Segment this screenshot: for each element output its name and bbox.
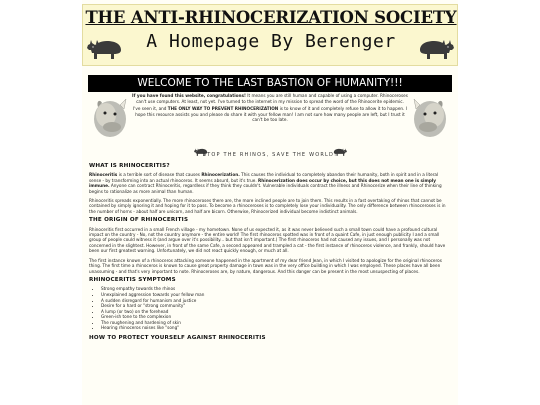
what-text-2: This causes the individual to completely abandon their humanity, both in spirit and in a literal sense - by transforming into an actual rhinoceros. It seems absurd, but it's true. [89, 172, 439, 183]
list-item: • A lump (or two) on the forehead [101, 309, 451, 315]
intro-section [88, 93, 452, 137]
section-title-origin: THE ORIGIN OF RHINOCERITIS [89, 217, 189, 224]
site-header [82, 4, 458, 66]
rhino-head-left-icon [90, 97, 130, 139]
list-item: • A sudden disregard for humanism and justice [101, 298, 451, 304]
intro-p2: is to know of it and completely refuse to allow it to happen. I hope this resource assists you and please do share it with your fellow man! I am not sure how many people are left, but I trust it can't be too late. [135, 106, 407, 123]
divider [82, 150, 458, 160]
what-bold-2: Rhinocerization. [201, 172, 240, 178]
main-content [89, 164, 451, 344]
rhino-right-icon [416, 36, 456, 62]
welcome-banner: WELCOME TO THE LAST BASTION OF HUMANITY!!! [88, 75, 452, 92]
divider-rhino-right-icon [332, 147, 348, 157]
list-item: • Strong empathy towards the rhinos [101, 286, 451, 292]
section-title-protect: HOW TO PROTECT YOURSELF AGAINST RHINOCERITIS [89, 335, 266, 342]
list-item: • Green-ish tone to the complexion [101, 314, 451, 320]
rhino-head-right-icon [410, 97, 450, 139]
section-title-what: WHAT IS RHINOCERITIS? [89, 163, 170, 169]
intro-p1-bold: If you have found this website, congratulations! [132, 93, 246, 98]
intro-p2-start: I've seen it, and [133, 106, 168, 112]
list-item: • The roughening and hardening of skin [101, 320, 451, 326]
what-paragraph-1 [89, 172, 451, 194]
what-text-1: is a terrible sort of disease that causes [117, 172, 202, 178]
intro-p1: It means you are still human and capable of using a computer. Rhinoceroses can't use computers. At least, not yet. I've turned to the internet in my mission to spread the word of the Rhinocerite epidemic. [136, 93, 408, 104]
what-bold-1: Rhinoceritis [89, 172, 118, 178]
rhino-left-icon [85, 36, 125, 62]
what-bold-3: Rhinocerization does occur by choice, but this does not mean one is simply immune. [89, 177, 436, 189]
site-subtitle: A Homepage By Berenger [146, 31, 396, 52]
divider-text: STOP THE RHINOS, SAVE THE WORLD! [202, 152, 338, 158]
origin-paragraph-2: The first instance known of a rhinoceros attacking someone happened in the apartment of my dear friend Jean, in which I visited to apologize for the original rhinoceros thing. The first time a rhinoceros is known to cause great property damage in town was in the very office building in which I was employed. These places have all been unassuming - and that's very important to note. Rhinoceroses are, by nature, dangerous. And this danger can be present in the most unsuspecting of places. [89, 257, 442, 274]
list-item: • Desire for a hard or "strong community" [101, 303, 451, 309]
list-item: • Unexplained aggression towards your fellow man [101, 292, 451, 298]
section-title-symptoms: RHINOCERITIS SYMPTOMS [89, 276, 176, 283]
what-text-3: Anyone can contract Rhinoceritis, regardless if they think they couldn't. Vulnerable individuals contract the illness and Rhinocerize when their line of thinking begins to rationalize as more animal than human. [89, 183, 442, 194]
intro-p2-bold: THE ONLY WAY TO PREVENT RHINOCERIZATION [167, 106, 279, 112]
intro-text [132, 93, 408, 125]
list-item: • Hearing rhinoceros noises like "song" [101, 325, 451, 331]
symptoms-list [89, 286, 451, 331]
what-paragraph-2: Rhinoceritis spreads exponentially. The more rhinoceroses there are, the more inclined people are to join them. This results in a fast overtaking of rhinos that cannot be contained by simply ignoring it and hoping for it to pass. To become a rhinoceroses is to completely lose your individuality. The only difference between rhinoceroses is in the number of horns - about half are unicorn, and half are bicorn. Otherwise, Rhinocerized individual become indistinct animals. [89, 198, 446, 214]
origin-paragraph-1: Rhinoceritis first occurred in a small French village - my hometown. None of us expected it, as it was never believed such a small town could have a profound cultural impact on the country - No, not the country anymore - the entire world! The first rhinoceros spotted was in front of a quaint Cafe, in just enough publicity I and a small group of people could witness it (and argue over it's possibility... but that isn't important.) The first rhinoceros had not caused any issues, and I personally was not concerned in the slightest. However, in front of the same Cafe, a second appeared and trampled a cat - the first instance of rhinoceros violence, and frankly, should have been our first greatest warning. Unfortunately, we did not react quickly enough, or much at all. [89, 226, 446, 254]
site-title: THE ANTI-RHINOCERIZATION SOCIETY [85, 8, 457, 27]
